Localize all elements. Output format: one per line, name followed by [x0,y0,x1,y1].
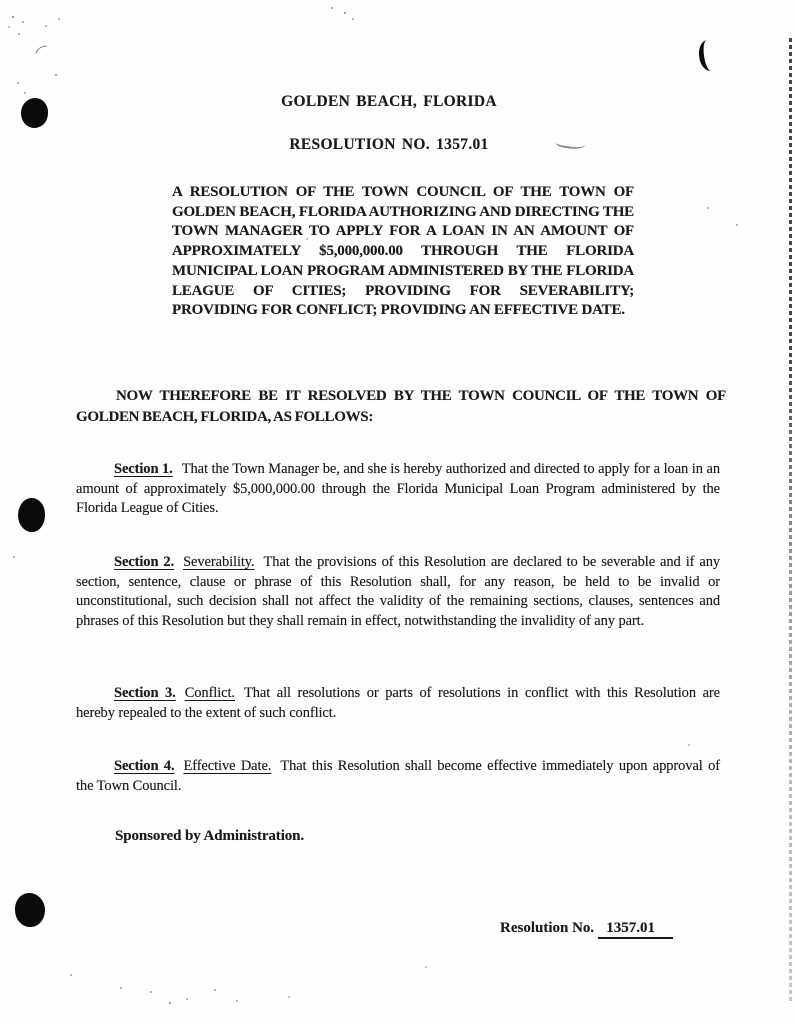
section-3-paragraph [76,684,720,723]
section-4-sublabel: Effective Date. [183,758,272,774]
section-3-body: That all resolutions or parts of resolutions in conflict with this Resolution are hereby repealed to the extent of such conflict. [76,685,720,721]
hole-punch-icon [18,498,45,532]
section-2-label: Section 2. [114,554,175,570]
scan-speckles [0,0,2,2]
section-2-sublabel: Severability. [183,554,255,570]
section-3-sublabel: Conflict. [184,685,235,701]
preamble-paragraph: A RESOLUTION OF THE TOWN COUNCIL OF THE TOWN OF GOLDEN BEACH, FLORIDA AUTHORIZING AND DIRECTING THE TOWN MANAGER TO APPLY FOR A LOAN IN AN AMOUNT OF APPROXIMATELY $5,000,000.00 THROUGH THE FLORIDA MUNICIPAL LOAN PROGRAM ADMINISTERED BY THE FLORIDA LEAGUE OF CITIES; PROVIDING FOR SEVERABILITY; PROVIDING FOR CONFLICT; PROVIDING AN EFFECTIVE DATE. [172,184,634,319]
sponsor-line: Sponsored by Administration. [115,828,305,844]
resolution-number-title: RESOLUTION NO. 1357.01 [289,136,489,153]
hole-punch-icon [13,892,46,929]
section-2-paragraph [76,553,720,631]
section-4-paragraph [76,757,720,796]
resolved-clause: NOW THEREFORE BE IT RESOLVED BY THE TOWN COUNCIL OF THE TOWN OF GOLDEN BEACH, FLORIDA, AS FOLLOWS: [76,388,726,425]
section-4-label: Section 4. [114,758,175,774]
section-1-label: Section 1. [114,461,173,477]
section-4-body: That this Resolution shall become effective immediately upon approval of the Town Council. [76,758,720,794]
section-1-paragraph [76,460,720,519]
smudge-arc-artifact [32,42,57,67]
municipality-title: GOLDEN BEACH, FLORIDA [281,93,497,110]
footer-resolution-no [500,920,673,937]
section-3-label: Section 3. [114,685,176,701]
footer-value: 1357.01 [598,920,673,939]
section-1-body: That the Town Manager be, and she is hereby authorized and directed to apply for a loan in an amount of approximately $5,000,000.00 through the Florida Municipal Loan Program administered by the Florida League of Cities. [76,461,720,516]
section-2-body: That the provisions of this Resolution are declared to be severable and if any section, sentence, clause or phrase of this Resolution shall, for any reason, be held to be invalid or unconstitutional, such decision shall not affect the validity of the remaining sections, clauses, sentences and phrases of this Resolution but they shall remain in effect, notwithstanding the invalidity of any part. [76,554,720,629]
footer-label: Resolution No. [500,920,595,936]
binder-edge-artifact [789,38,792,1004]
paren-mark-artifact [697,39,720,72]
